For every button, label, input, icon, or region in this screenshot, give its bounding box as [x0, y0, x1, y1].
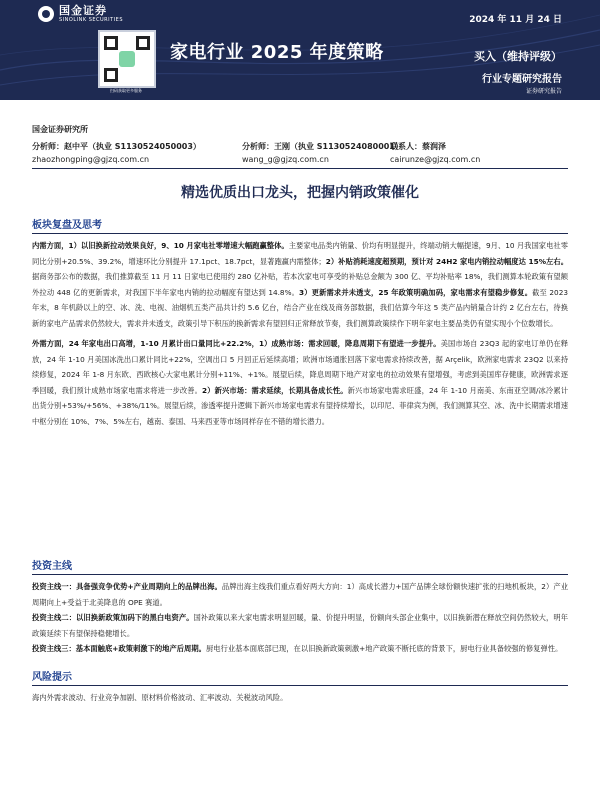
- para-lead: 内需方面，1）以旧换新拉动效果良好，9、10 月家电社零增速大幅跑赢整体。: [32, 241, 289, 250]
- analyst-name: 分析师：赵中平（执业 S1130524050003）: [32, 142, 201, 151]
- report-category: 证券研究报告: [525, 88, 562, 95]
- contact: [390, 140, 480, 166]
- section-review: [32, 216, 568, 429]
- para-lead: 3）更新需求并未透支，25 年政策明确加码，家电需求有望稳步修复。: [299, 287, 533, 297]
- para-body: 截至 2023 年末，8 年机龄以上的空、冰、洗、电视、油烟机五类产品共计约 5.6 亿台，结合产业在线及商务部数据，我们估算今年这 5 类产品内销量合计约 2 亿台左右，待换新的家电产品需求仍然较大，需求并未透支，政策引导下积压的换新需求有望回归正常释放节奏，我们测算政策续作下明年家电主要品类仍有望实现小个位数增长。: [32, 287, 568, 328]
- qr-center-logo: [119, 51, 135, 67]
- qr-caption: 扫码获取更多服务: [110, 88, 142, 93]
- section-risks: [32, 668, 568, 706]
- paragraph-theme-1: [32, 579, 568, 610]
- rating-badge: 买入（维持评级）: [474, 50, 562, 63]
- header-divider: [32, 168, 568, 169]
- qr-finder-bottom-left: [104, 68, 118, 82]
- paragraph-overseas: [32, 336, 568, 429]
- para-body: 国补政策以来大家电需求明显回暖，量、价提升明显，份额向头部企业集中，以旧换新潜在释放空间仍然较大，明年政策延续下有望保持稳健增长。: [32, 613, 568, 638]
- brand-name-cn: 国金证券: [59, 4, 107, 17]
- section-investment-themes: [32, 557, 568, 657]
- brand-name-en: SINOLINK SECURITIES: [59, 17, 123, 23]
- para-body: 美国市场自 23Q3 起的家电订单仍在释放，24 年 1-10 月美国冰洗出口累计同比+22%，空调出口 5 月回正后延续高增；欧洲市场通胀回落下家电需求持续改善，据 Arçelik，欧洲家电需求 23Q2 以来持续修复，2024 年 1-8 月东欧、西欧核心大家电累计分别+11%、+1%。展望后续，降息周期下地产对家电的拉动效果有望增强，考虑到美国库存健康，欧洲需求逐季回暖，我们预计成熟市场家电需求将进一步改善。: [32, 339, 569, 395]
- institute-name: 国金证券研究所: [32, 125, 88, 134]
- analyst-2: [242, 140, 403, 166]
- contact-name: 联系人：蔡润泽: [390, 142, 446, 151]
- qr-finder-top-left: [104, 36, 118, 50]
- report-date: 2024 年 11 月 24 日: [469, 15, 562, 25]
- qr-code-icon[interactable]: [98, 30, 156, 88]
- para-lead: 投资主线二：以旧换新政策加码下的黑白电资产。: [32, 613, 194, 622]
- paragraph-theme-2: [32, 610, 568, 641]
- paragraph-theme-3: [32, 641, 568, 657]
- para-body: 品牌出海主线我们重点看好两大方向：1）高成长潜力+国产品牌全球份额快速扩张的扫地机板块，2）产业周期向上+受益于北美降息的 OPE 赛道。: [32, 582, 568, 607]
- para-lead: 投资主线一：具备强竞争优势+产业周期向上的品牌出海。: [32, 582, 222, 591]
- para-lead: 投资主线三：基本面触底+政策刺激下的地产后周期。: [32, 644, 206, 653]
- header-banner: [0, 0, 600, 100]
- para-body: 主要家电品类内销量、价均有明显提升，终端动销大幅提速，9月、10 月我国家电社零同比分别+20.5%、39.2%，增速环比分别提升 17.1pct、18.7pct，显著跑赢内需整体；: [32, 241, 568, 266]
- report-title: 家电行业 2025 年度策略: [170, 42, 384, 63]
- analyst-email[interactable]: zhaozhongping@gjzq.com.cn: [32, 155, 150, 164]
- analyst-email[interactable]: wang_g@gjzq.com.cn: [242, 155, 329, 164]
- para-body: 厨电行业基本面底部已现，在以旧换新政策刺激+地产政策不断托底的背景下，厨电行业具备较强的修复弹性。: [205, 644, 563, 653]
- section-heading: 投资主线: [32, 557, 568, 575]
- brand-logo-icon: [38, 6, 54, 22]
- para-lead: 外需方面，24 年家电出口高增，1-10 月累计出口量同比+22.2%，1）成熟市场：需求回暖，降息周期下有望进一步提升。: [32, 339, 441, 348]
- para-lead: 2）补贴消耗速度超预期，预计对 24H2 家电内销拉动幅度达 15%左右。: [325, 256, 568, 266]
- para-body: 新兴市场家电需求旺盛，24 年 1-10 月南美、东南亚空调/冰冷累计出货分别+53%/+56%、+38%/11%。展望后续，渗透率提升逻辑下新兴市场家电需求有望持续增长，以印尼、菲律宾为例，我们测算其空、冰、洗中长期需求增速中枢分别在 10%、7%、5%左右，越南、泰国、马来西亚等市场同样存在不错的增长潜力。: [32, 385, 569, 426]
- para-lead: 2）新兴市场：需求延续，长期具备成长性。: [202, 385, 348, 395]
- para-body: 海内外需求波动、行业竞争加剧、原材料价格波动、汇率波动、关税波动风险。: [32, 693, 288, 702]
- brand-logo: [38, 5, 123, 23]
- analyst-name: 分析师：王刚（执业 S1130524080001）: [242, 142, 403, 151]
- paragraph-domestic: [32, 238, 568, 331]
- section-heading: 板块复盘及思考: [32, 216, 568, 234]
- report-subtitle: 精选优质出口龙头，把握内销政策催化: [181, 185, 419, 201]
- report-type: 行业专题研究报告: [482, 74, 562, 85]
- section-heading: 风险提示: [32, 668, 568, 686]
- paragraph-risks: [32, 690, 568, 706]
- qr-finder-top-right: [136, 36, 150, 50]
- contact-email[interactable]: cairunze@gjzq.com.cn: [390, 155, 481, 164]
- analyst-1: [32, 140, 201, 166]
- para-body: 据商务部公布的数据，我们推算截至 11 月 11 日家电已使用约 280 亿补贴，若本次家电可享受的补贴总金额为 300 亿、平均补贴率 18%，我们测算本轮政策有望额外拉动 448 亿的更新需求，对我国下半年家电内销的拉动幅度有望达到 14.8%。: [32, 272, 568, 297]
